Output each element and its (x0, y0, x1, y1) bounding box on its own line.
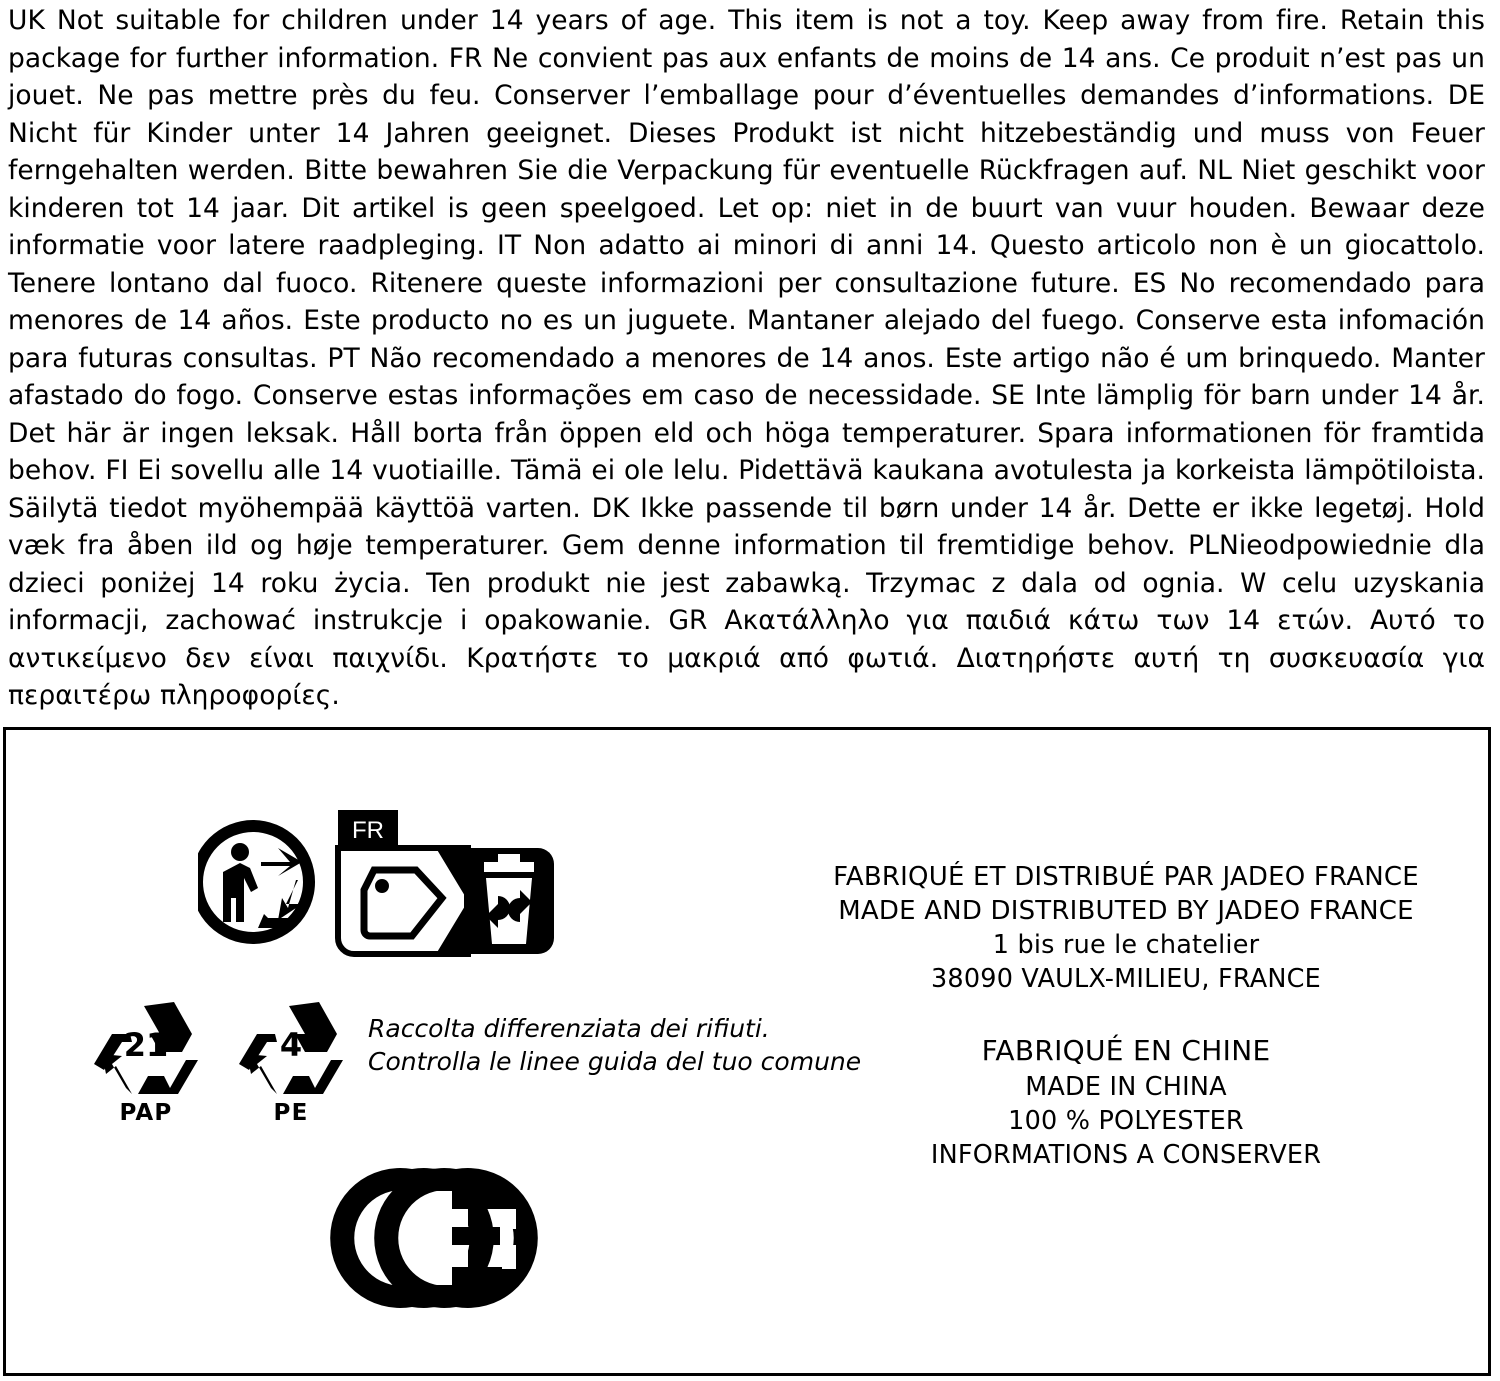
recycling-code-pe-4 (231, 998, 351, 1128)
material-codes-row (76, 998, 862, 1138)
manufacturer-address (806, 860, 1446, 1172)
code-label: PAP (119, 1100, 173, 1126)
triman-recycling-icon (198, 810, 598, 980)
composition-line: 100 % POLYESTER (1008, 1106, 1244, 1136)
keep-information-line: INFORMATIONS A CONSERVER (930, 1140, 1322, 1170)
ce-mark-icon (316, 1165, 556, 1310)
tidyman-icon (198, 820, 315, 944)
compliance-panel (3, 727, 1491, 1376)
recycling-note-line-1: Raccolta differenziata dei rifiuti. (368, 1014, 770, 1043)
address-line-4: 38090 VAULX-MILIEU, FRANCE (931, 964, 1321, 994)
code-number: 4 (279, 1026, 303, 1064)
code-label: PE (273, 1100, 309, 1126)
address-line-2: MADE AND DISTRIBUTED BY JADEO FRANCE (838, 896, 1414, 926)
code-number: 21 (123, 1026, 169, 1064)
address-line-1: FABRIQUÉ ET DISTRIBUÉ PAR JADEO FRANCE (833, 862, 1419, 892)
icons-column (76, 770, 862, 1330)
address-line-3: 1 bis rue le chatelier (992, 930, 1260, 960)
made-in-line-en: MADE IN CHINA (1025, 1072, 1227, 1102)
address-spacer (806, 996, 1446, 1032)
triman-fr-label: FR (352, 817, 384, 844)
recycling-note-line-2: Controlla le linee guida del tuo comune (368, 1047, 862, 1076)
recycling-code-pap-21 (86, 998, 206, 1128)
multilingual-warning-text: UK Not suitable for children under 14 years of age. This item is not a toy. Keep away from fire. Retain this package for further information. FR Ne convient pas aux enfants de moins de 14 ans. Ce produit n’est pas un jouet. Ne pas mettre près du feu. Conserver l’emballage pour d’éventuelles demandes d’informations. DE Nicht für Kinder unter 14 Jahren geeignet. Dieses Produkt ist nicht hitzebeständig und muss von Feuer ferngehalten werden. Bitte bewahren Sie die Verpackung für eventuelle Rückfragen auf. NL Niet geschikt voor kinderen tot 14 jaar. Dit artikel is geen speelgoed. Let op: niet in de buurt van vuur houden. Bewaar deze informatie voor latere raadpleging. IT Non adatto ai minori di anni 14. Questo articolo non è un giocattolo. Tenere lontano dal fuoco. Ritenere queste informazioni per consultazione future. ES No recomendado para menores de 14 años. Este producto no es un juguete. Mantaner alejado del fuego. Conserve esta infomación para futuras consultas. PT Não recomendado a menores de 14 anos. Este artigo não é um brinquedo. Manter afastado do fogo. Conserve estas informações em caso de necessidade. SE Inte lämplig för barn under 14 år. Det här är ingen leksak. Håll borta från öppen eld och höga temperaturer. Spara informationen för framtida behov. FI Ei sovellu alle 14 vuotiaille. Tämä ei ole lelu. Pidettävä kaukana avotulesta ja korkeista lämpötiloista. Säilytä tiedot myöhempää käyttöä varten. DK Ikke passende til børn under 14 år. Dette er ikke legetøj. Hold væk fra åben ild og høje temperaturer. Gem denne information til fremtidige behov. PLNieodpowiednie dla dzieci poniżej 14 roku życia. Ten produkt nie jest zabawką. Trzymac z dala od ognia. W celu uzyskania informacji, zachować instrukcje i opakowanie. GR Ακατάλληλο για παιδιά κάτω των 14 ετών. Αυτό το αντικείμενο δεν είναι παιχνίδι. Κρατήστε το μακριά από φωτιά. Διατηρήστε αυτή τη συσκευασία για περαιτέρω πληροφορίες. (8, 5, 1485, 711)
made-in-line-fr: FABRIQUÉ EN CHINE (981, 1034, 1271, 1067)
recycling-note (368, 1012, 861, 1078)
